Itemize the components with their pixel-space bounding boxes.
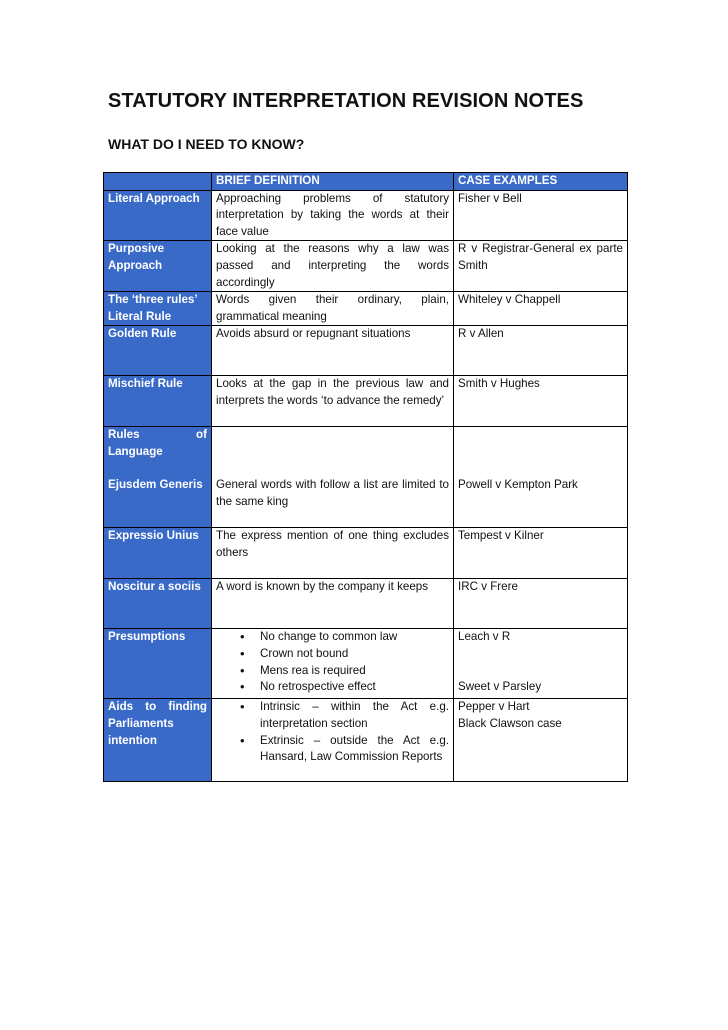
term-heading: Rules of Language (108, 428, 207, 458)
case-cell (454, 427, 628, 528)
table-row (104, 629, 628, 699)
definition-cell: Words given their ordinary, plain, grammatical meaning (212, 292, 454, 326)
header-cell-term (104, 173, 212, 191)
table-row (104, 241, 628, 292)
header-cell-definition: BRIEF DEFINITION (212, 173, 454, 191)
case-cell: Smith v Hughes (454, 376, 628, 427)
list-item: • Mens rea is required (240, 663, 449, 680)
aids-list (216, 699, 449, 765)
list-item: • No change to common law (240, 629, 449, 646)
case-text: Leach v R (458, 630, 511, 644)
table-row (104, 427, 628, 528)
presumptions-list (216, 629, 449, 695)
definition-cell (212, 629, 454, 699)
table-row (104, 326, 628, 376)
table-row (104, 292, 628, 326)
table-row (104, 699, 628, 782)
case-spacer (458, 646, 623, 679)
case-cell (454, 699, 628, 782)
table-header-row (104, 173, 628, 191)
definition-cell (212, 699, 454, 782)
term-cell: Mischief Rule (104, 376, 212, 427)
term-cell: Presumptions (104, 629, 212, 699)
case-cell: R v Registrar-General ex parte Smith (454, 241, 628, 292)
case-text: Sweet v Parsley (458, 679, 542, 693)
table-row (104, 528, 628, 579)
term-cell: Expressio Unius (104, 528, 212, 579)
list-item: • No retrospective effect (240, 679, 449, 696)
table-row (104, 579, 628, 629)
list-item: • Extrinsic – outside the Act e.g. Hansard, Law Commission Reports (240, 733, 449, 766)
term-cell: Purposive Approach (104, 241, 212, 292)
case-cell (454, 629, 628, 699)
term-cell (104, 427, 212, 528)
term-cell: Noscitur a sociis (104, 579, 212, 629)
case-cell: Whiteley v Chappell (454, 292, 628, 326)
term-cell: Golden Rule (104, 326, 212, 376)
definition-cell (212, 427, 454, 528)
definition-text: General words with follow a list are limited to the same king (216, 478, 449, 508)
case-cell: R v Allen (454, 326, 628, 376)
document-subtitle: WHAT DO I NEED TO KNOW? (108, 136, 305, 152)
document-title: STATUTORY INTERPRETATION REVISION NOTES (108, 90, 584, 112)
term-cell: The ‘three rules’ Literal Rule (104, 292, 212, 326)
definition-cell: Looking at the reasons why a law was passed and interpreting the words accordingly (212, 241, 454, 292)
revision-table (103, 172, 628, 782)
definition-spacer (216, 427, 449, 477)
header-cell-case: CASE EXAMPLES (454, 173, 628, 191)
definition-cell: Looks at the gap in the previous law and interprets the words ‘to advance the remedy’ (212, 376, 454, 427)
list-item: • Intrinsic – within the Act e.g. interpretation section (240, 699, 449, 732)
case-text: Powell v Kempton Park (458, 478, 578, 492)
case-cell: Tempest v Kilner (454, 528, 628, 579)
term-cell: Aids to finding Parliaments intention (104, 699, 212, 782)
term-subheading: Ejusdem Generis (108, 477, 203, 491)
case-cell: Fisher v Bell (454, 190, 628, 241)
case-text: Pepper v Hart (458, 700, 530, 714)
definition-cell: A word is known by the company it keeps (212, 579, 454, 629)
case-spacer (458, 427, 623, 477)
definition-cell: The express mention of one thing excludes others (212, 528, 454, 579)
table-row (104, 190, 628, 241)
list-item: • Crown not bound (240, 646, 449, 663)
case-cell: IRC v Frere (454, 579, 628, 629)
case-text: Black Clawson case (458, 716, 562, 730)
definition-cell: Approaching problems of statutory interpretation by taking the words at their face value (212, 190, 454, 241)
term-cell: Literal Approach (104, 190, 212, 241)
term-spacer (108, 461, 207, 477)
table-row (104, 376, 628, 427)
definition-cell: Avoids absurd or repugnant situations (212, 326, 454, 376)
